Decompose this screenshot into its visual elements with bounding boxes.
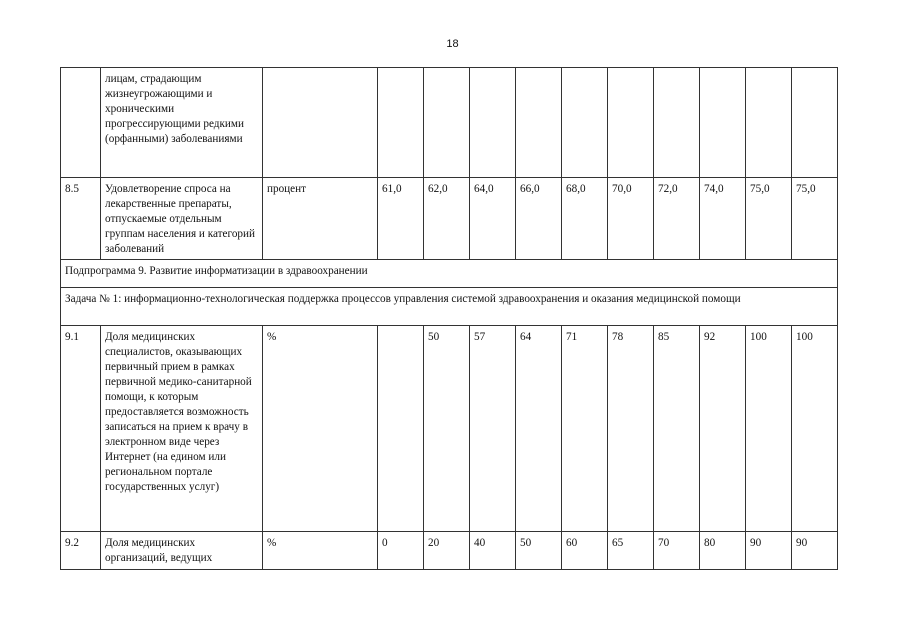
value-cell: 70,0 xyxy=(608,178,654,260)
value-cell: 80 xyxy=(700,532,746,570)
value-cell xyxy=(608,68,654,178)
value-cell: 90 xyxy=(746,532,792,570)
value-cell: 100 xyxy=(746,326,792,532)
row-number-cell: 8.5 xyxy=(61,178,101,260)
indicator-name-cell: Доля медицинских организаций, ведущих xyxy=(101,532,263,570)
value-cell: 20 xyxy=(424,532,470,570)
table-row-subprogram xyxy=(61,260,838,288)
table-row-continuation xyxy=(61,68,838,178)
value-cell xyxy=(792,68,838,178)
indicator-name-cell: Удовлетворение спроса на лекарственные препараты, отпускаемые отдельным группам населения и категорий заболеваний xyxy=(101,178,263,260)
unit-cell: % xyxy=(263,326,378,532)
value-cell: 57 xyxy=(470,326,516,532)
value-cell: 64,0 xyxy=(470,178,516,260)
value-cell: 66,0 xyxy=(516,178,562,260)
value-cell xyxy=(424,68,470,178)
unit-cell: % xyxy=(263,532,378,570)
value-cell: 64 xyxy=(516,326,562,532)
value-cell: 50 xyxy=(516,532,562,570)
table-row-9-1 xyxy=(61,326,838,532)
value-cell xyxy=(654,68,700,178)
task-heading: Задача № 1: информационно-технологическая поддержка процессов управления системой здравоохранения и оказания медицинской помощи xyxy=(61,288,838,326)
row-number-cell: 9.2 xyxy=(61,532,101,570)
value-cell: 75,0 xyxy=(746,178,792,260)
value-cell: 74,0 xyxy=(700,178,746,260)
page-number: 18 xyxy=(446,38,459,50)
value-cell: 60 xyxy=(562,532,608,570)
value-cell: 75,0 xyxy=(792,178,838,260)
table-row-9-2 xyxy=(61,532,838,570)
value-cell xyxy=(378,326,424,532)
indicator-name-cell: Доля медицинских специалистов, оказывающих первичный прием в рамках первичной медико-санитарной помощи, к которым предоставляется возможность записаться на прием к врачу в электронном виде через Интернет (на едином или региональном портале государственных услуг) xyxy=(101,326,263,532)
value-cell: 92 xyxy=(700,326,746,532)
value-cell: 70 xyxy=(654,532,700,570)
value-cell xyxy=(378,68,424,178)
value-cell: 68,0 xyxy=(562,178,608,260)
value-cell: 71 xyxy=(562,326,608,532)
subprogram-heading: Подпрограмма 9. Развитие информатизации в здравоохранении xyxy=(61,260,838,288)
value-cell xyxy=(516,68,562,178)
table-row-8-5 xyxy=(61,178,838,260)
row-number-cell: 9.1 xyxy=(61,326,101,532)
value-cell: 0 xyxy=(378,532,424,570)
unit-cell: процент xyxy=(263,178,378,260)
indicator-name-cell: лицам, страдающим жизнеугрожающими и хроническими прогрессирующими редкими (орфанными) заболеваниями xyxy=(101,68,263,178)
value-cell: 62,0 xyxy=(424,178,470,260)
value-cell xyxy=(562,68,608,178)
value-cell: 40 xyxy=(470,532,516,570)
value-cell: 100 xyxy=(792,326,838,532)
value-cell xyxy=(700,68,746,178)
table-row-task xyxy=(61,288,838,326)
value-cell: 85 xyxy=(654,326,700,532)
value-cell xyxy=(746,68,792,178)
value-cell: 61,0 xyxy=(378,178,424,260)
value-cell: 72,0 xyxy=(654,178,700,260)
value-cell: 50 xyxy=(424,326,470,532)
unit-cell xyxy=(263,68,378,178)
value-cell: 65 xyxy=(608,532,654,570)
value-cell: 90 xyxy=(792,532,838,570)
value-cell xyxy=(470,68,516,178)
indicators-table xyxy=(60,67,838,570)
value-cell: 78 xyxy=(608,326,654,532)
row-number-cell xyxy=(61,68,101,178)
